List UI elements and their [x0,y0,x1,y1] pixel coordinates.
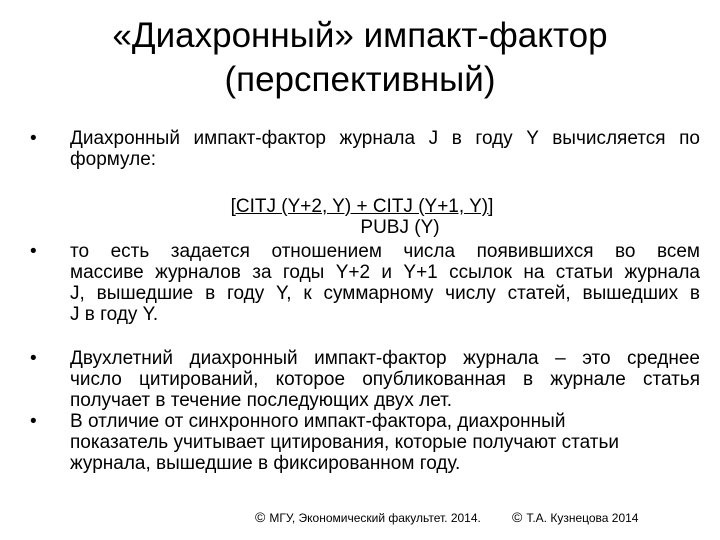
title-line-1: «Диахронный» импакт-фактор [112,16,608,55]
paragraph-3 [70,348,700,411]
formula-numerator-text: [CITJ (Y+2, Y) + CITJ (Y+1, Y)] [230,196,494,217]
paragraph-4 [70,411,619,474]
bullet-3: • [30,348,37,369]
paragraph-4-line-3: журнала, вышедшие в фиксированном году. [70,453,461,474]
paragraph-2 [70,241,700,325]
formula-numerator [0,196,720,217]
bullet-4: • [30,411,37,432]
paragraph-2-line-2: массиве журналов за годы Y+2 и Y+1 ссылок на статьи журнала [70,262,700,283]
bullet-2: • [30,241,37,262]
formula [0,196,720,238]
footer-left-text: МГУ, Экономический факультет. 2014. [269,511,481,525]
formula-denominator: PUBJ (Y) [360,217,440,238]
paragraph-4-line-1: В отличие от синхронного импакт-фактора, диахронный [70,411,566,432]
paragraph-4-line-2: показатель учитывает цитирования, которые получают статьи [70,432,620,453]
paragraph-3-line-3: получает в течение последующих двух лет. [70,390,453,411]
paragraph-2-line-3: J, вышедшие в году Y, к суммарному числу статей, вышедших в [70,283,700,304]
footer-left [255,509,481,525]
copyright-icon: © [255,509,266,525]
paragraph-1 [70,128,700,170]
paragraph-3-line-2: число цитирований, которое опубликованная в журнале статья [70,369,700,390]
slide-title [20,14,700,102]
paragraph-1-line-1: Диахронный импакт-фактор журнала J в году Y вычисляется по [70,128,700,149]
copyright-icon: © [512,509,523,525]
footer-right-text: Т.А. Кузнецова 2014 [526,511,639,525]
paragraph-2-line-1: то есть задается отношением числа появившихся во всем [70,241,700,262]
bullet-1: • [30,128,37,149]
paragraph-2-line-4: J в году Y. [70,304,159,325]
paragraph-1-line-2: формуле: [70,149,157,170]
title-line-2: (перспективный) [224,60,496,99]
paragraph-3-line-1: Двухлетний диахронный импакт-фактор журнала – это среднее [70,348,700,369]
footer-right [512,509,638,525]
